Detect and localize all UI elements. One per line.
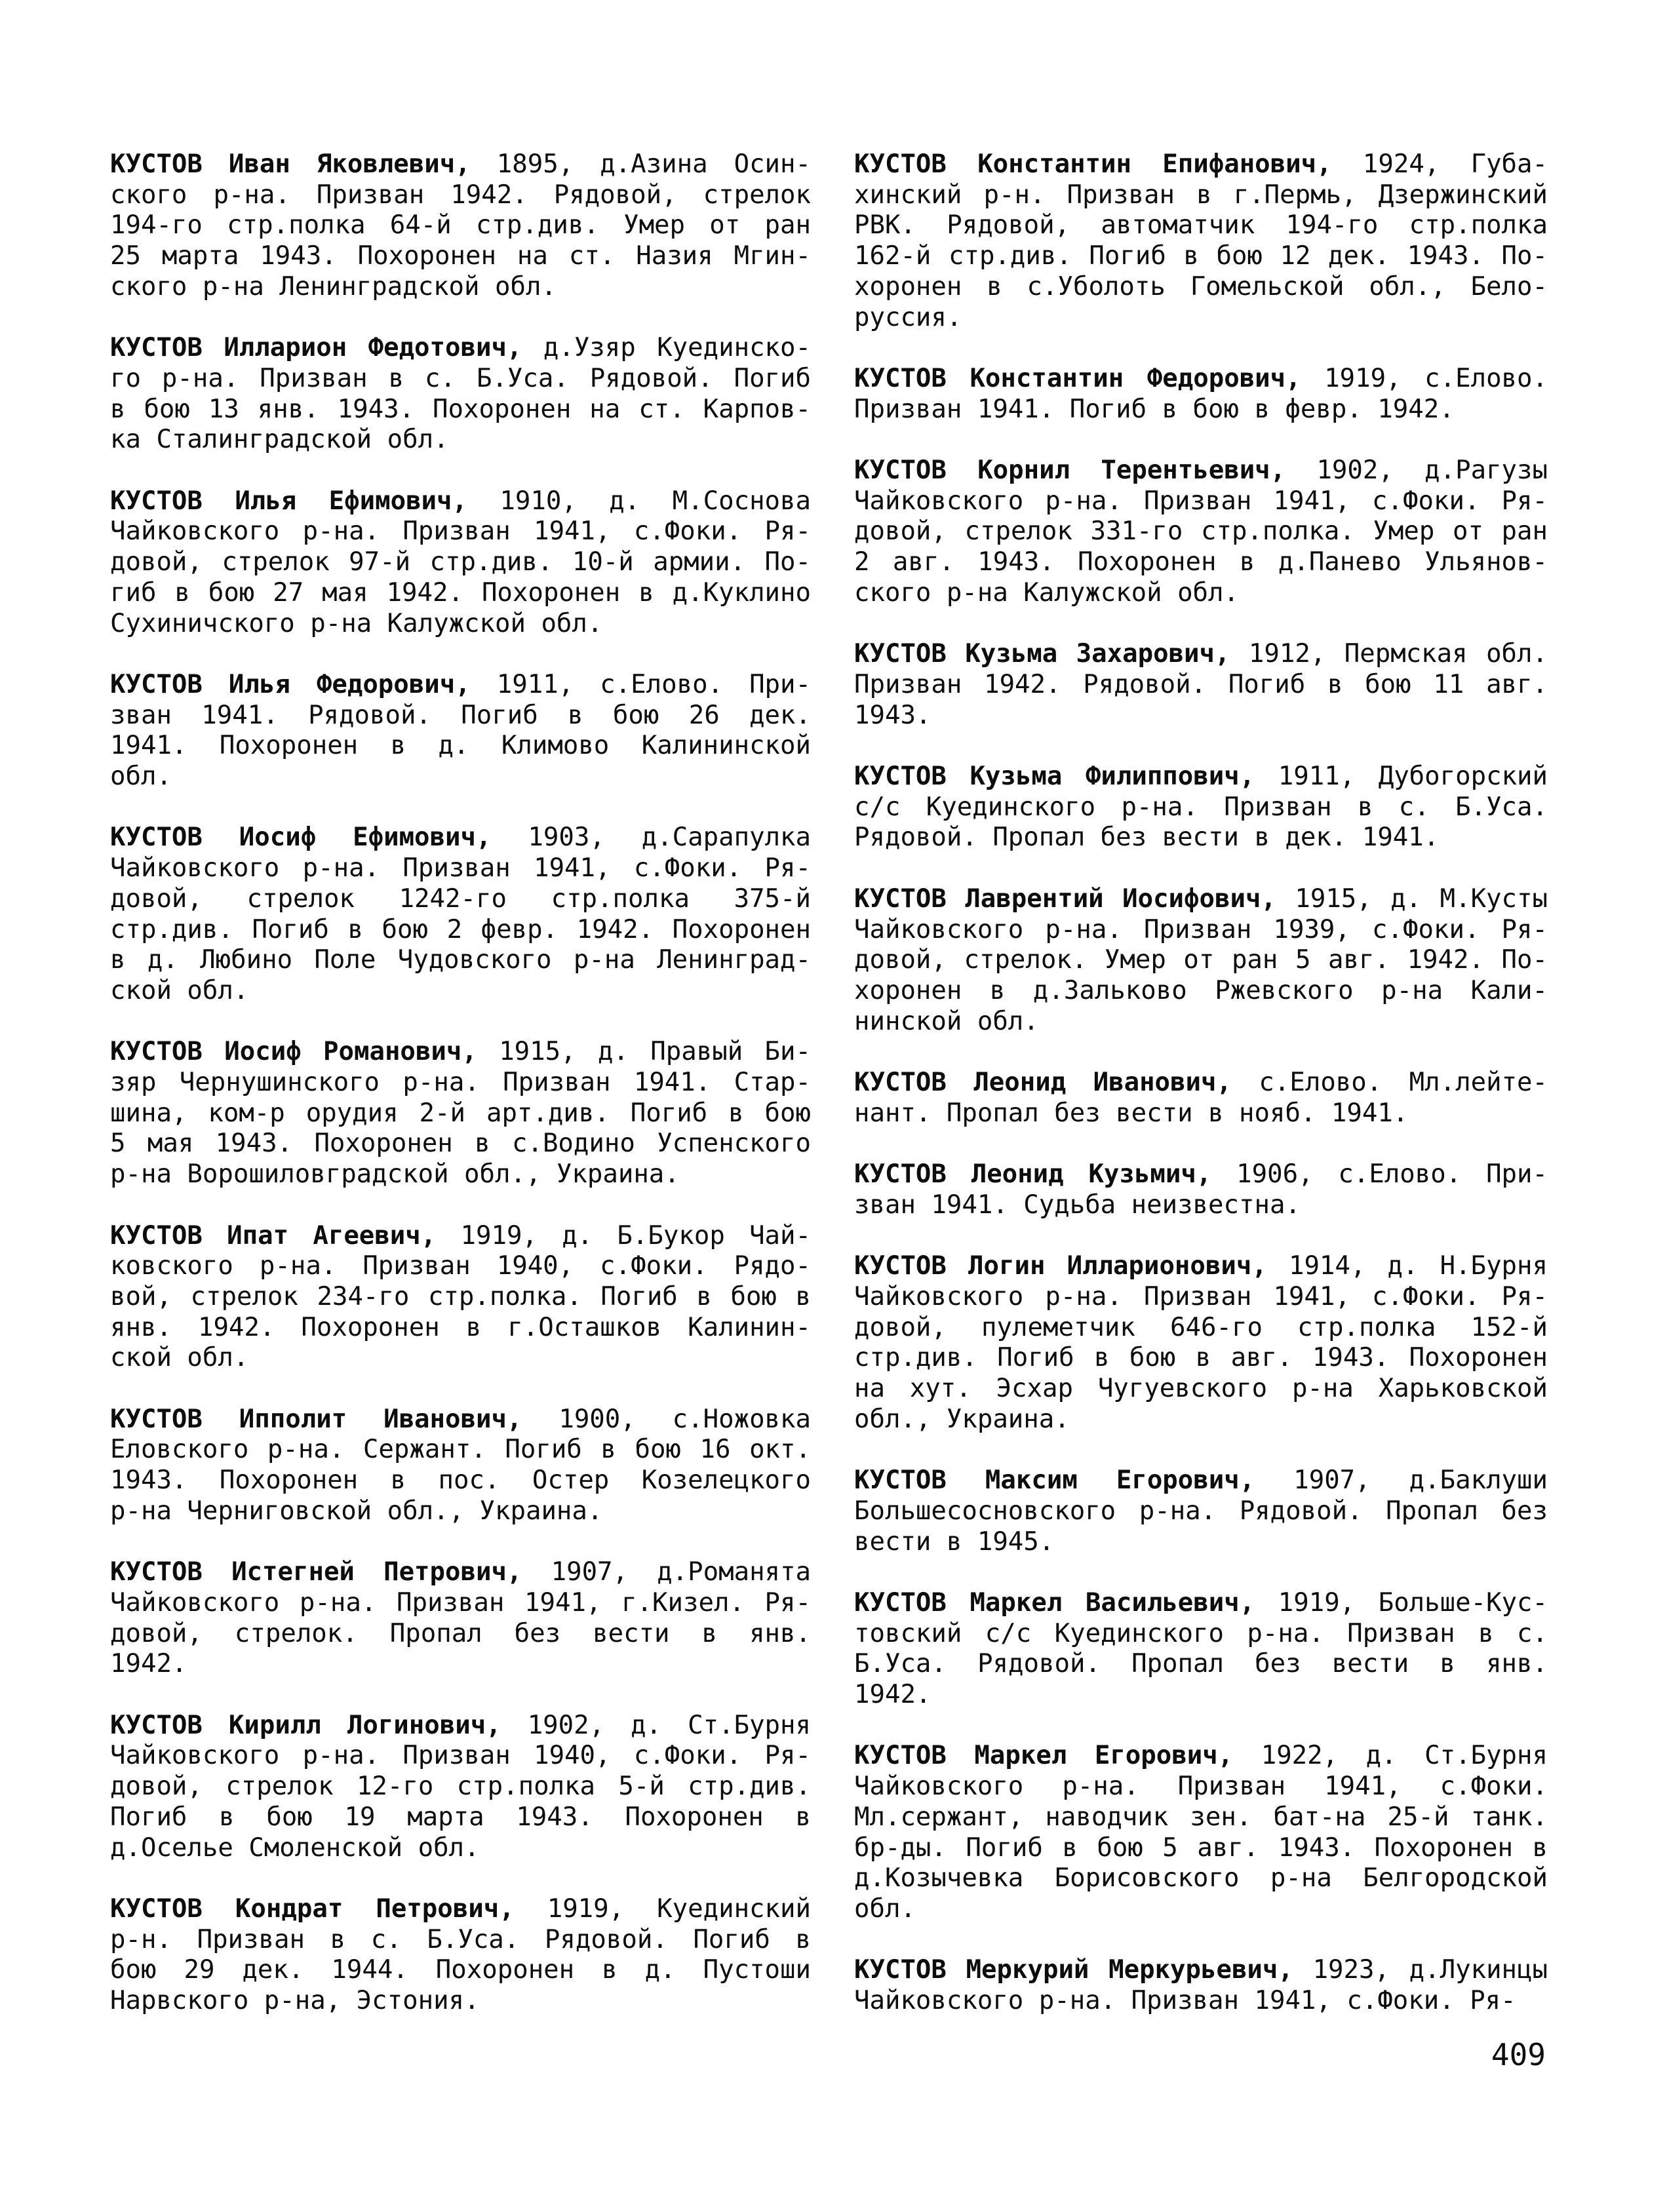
entry-line: Чайковского р-на. Призван 1941, г.Кизел. Ря- <box>110 1587 811 1618</box>
entry-line: ского р-на Ленинградской обл. <box>110 271 557 301</box>
entry-line: зван 1941. Судьба неизвестна. <box>854 1190 1301 1220</box>
entry-line: с/с Куединского р-на. Призван в с. Б.Уса. <box>854 792 1548 822</box>
entry-name: КУСТОВ Иван Яковлевич, <box>110 149 471 179</box>
entry-line: КУСТОВ Иосиф Романович, 1915, д. Правый Би- <box>110 1037 811 1067</box>
entry-line: вой, стрелок 234-го стр.полка. Погиб в бою в <box>110 1281 811 1311</box>
entry-line: гиб в бою 27 мая 1942. Похоронен в д.Куклино <box>110 577 811 608</box>
entry-line: КУСТОВ Истегней Петрович, 1907, д.Романята <box>110 1557 811 1587</box>
entry <box>110 1405 811 1527</box>
entry <box>110 486 811 640</box>
entry-name: КУСТОВ Корнил Терентьевич, <box>854 456 1286 485</box>
entry-line: Б.Уса. Рядовой. Пропал без вести в янв. <box>854 1649 1548 1679</box>
entry <box>854 1068 1548 1129</box>
entry-line: 2 авг. 1943. Похоронен в д.Панево Ульянов- <box>854 547 1548 577</box>
entry-line: ского р-на. Призван 1942. Рядовой, стрелок <box>110 180 811 210</box>
entry-line: ковского р-на. Призван 1940, с.Фоки. Рядо- <box>110 1251 811 1281</box>
entry-line: 162-й стр.див. Погиб в бою 12 дек. 1943. По- <box>854 241 1548 271</box>
entry-line: 1941. Похоронен в д. Климово Калининской <box>110 731 811 761</box>
entry-line: КУСТОВ Маркел Егорович, 1922, д. Ст.Бурня <box>854 1741 1548 1771</box>
entry-line: КУСТОВ Иван Яковлевич, 1895, д.Азина Осин- <box>110 149 811 179</box>
entry-line: янв. 1942. Похоронен в г.Осташков Калинин- <box>110 1312 811 1342</box>
entry <box>854 1741 1548 1924</box>
entry-line: 194-го стр.полка 64-й стр.див. Умер от ран <box>110 210 811 241</box>
entry <box>854 1955 1548 2016</box>
entry-line: обл., Украина. <box>854 1404 1070 1434</box>
entry-line: КУСТОВ Ипат Агеевич, 1919, д. Б.Букор Чай- <box>110 1220 811 1251</box>
entry-line: Чайковского р-на. Призван 1941, с.Фоки. <box>854 1772 1548 1802</box>
entry-name: КУСТОВ Максим Егорович, <box>854 1465 1255 1496</box>
entry-line: КУСТОВ Леонид Иванович, с.Елово. Мл.лейте- <box>854 1068 1548 1097</box>
entry-line: КУСТОВ Кондрат Петрович, 1919, Куединский <box>110 1893 811 1924</box>
entry <box>110 823 811 1006</box>
entry-name: КУСТОВ Ипполит Иванович, <box>110 1404 522 1434</box>
entry-name: КУСТОВ Маркел Васильевич, <box>854 1587 1255 1618</box>
entry-line: довой, стрелок. Умер от ран 5 авг. 1942. По- <box>854 945 1548 975</box>
entry <box>110 149 811 303</box>
entry-line: Мл.сержант, наводчик зен. бат-на 25-й танк. <box>854 1802 1548 1832</box>
entry-line: КУСТОВ Кузьма Захарович, 1912, Пермская обл. <box>854 639 1548 669</box>
entry-line: хоронен в д.Зальково Ржевского р-на Кали- <box>854 975 1548 1005</box>
entry <box>110 1221 811 1374</box>
entry-line: хоронен в с.Уболоть Гомельской обл., Бело- <box>854 271 1548 301</box>
entry-line: Рядовой. Пропал без вести в дек. 1941. <box>854 823 1440 853</box>
entry-line: довой, стрелок 12-го стр.полка 5-й стр.див. <box>110 1772 811 1802</box>
entry-line: го р-на. Призван в с. Б.Уса. Рядовой. Погиб <box>110 363 811 393</box>
entry-line: КУСТОВ Максим Егорович, 1907, д.Баклуши <box>854 1465 1548 1496</box>
entry <box>110 1037 811 1190</box>
entry-line: Чайковского р-на. Призван 1941, с.Фоки. Ря- <box>854 486 1548 516</box>
entry-name: КУСТОВ Константин Епифанович, <box>854 149 1332 179</box>
entry-line: КУСТОВ Константин Епифанович, 1924, Губа- <box>854 149 1548 179</box>
entry <box>854 456 1548 609</box>
entry-name: КУСТОВ Константин Федорович, <box>854 363 1301 393</box>
entry-name: КУСТОВ Илья Ефимович, <box>110 486 467 516</box>
entry <box>110 670 811 792</box>
entry-line: Чайковского р-на. Призван 1941, с.Фоки. Ря- <box>110 516 811 547</box>
entry-line: КУСТОВ Илья Федорович, 1911, с.Елово. При- <box>110 669 811 699</box>
entry-name: КУСТОВ Ипат Агеевич, <box>110 1220 437 1251</box>
entry-line: довой, стрелок 97-й стр.див. 10-й армии. По- <box>110 547 811 577</box>
entry-line: КУСТОВ Кузьма Филиппович, 1911, Дубогорский <box>854 762 1548 791</box>
entry-name: КУСТОВ Илья Федорович, <box>110 669 471 699</box>
entry-line: довой, стрелок. Пропал без вести в янв. <box>110 1618 811 1648</box>
entry-name: КУСТОВ Кузьма Захарович, <box>854 639 1230 669</box>
entry-name: КУСТОВ Кузьма Филиппович, <box>854 762 1255 791</box>
entry-line: Погиб в бою 19 марта 1943. Похоронен в <box>110 1802 811 1832</box>
entry-line: Чайковского р-на. Призван 1941, с.Фоки. Ря- <box>854 1986 1516 2015</box>
entry-line: Призван 1941. Погиб в бою в февр. 1942. <box>854 394 1455 424</box>
entry-name: КУСТОВ Лаврентий Иосифович, <box>854 883 1276 914</box>
entry-line: зяр Чернушинского р-на. Призван 1941. Стар- <box>110 1068 811 1098</box>
entry-line: КУСТОВ Лаврентий Иосифович, 1915, д. М.Кусты <box>854 883 1548 914</box>
entry-line: КУСТОВ Илларион Федотович, д.Узяр Куединско- <box>110 333 811 363</box>
entry-line: ского р-на Калужской обл. <box>854 577 1239 608</box>
entry-line: ской обл. <box>110 975 249 1005</box>
entry <box>854 1588 1548 1711</box>
left-column <box>110 149 811 2047</box>
entry-line: обл. <box>854 1893 916 1924</box>
entry-line: на хут. Эсхар Чугуевского р-на Харьковской <box>854 1374 1548 1403</box>
entry-name: КУСТОВ Леонид Кузьмич, <box>854 1159 1212 1190</box>
entry-line: бр-ды. Погиб в бою 5 авг. 1943. Похоронен в <box>854 1833 1548 1863</box>
entry-name: КУСТОВ Леонид Иванович, <box>854 1068 1232 1097</box>
page-number: 409 <box>1491 2037 1546 2072</box>
entry-name: КУСТОВ Логин Илларионович, <box>854 1251 1267 1281</box>
entry-line: шина, ком-р орудия 2-й арт.див. Погиб в бою <box>110 1098 811 1128</box>
entry-line: Чайковского р-на. Призван 1941, с.Фоки. Ря- <box>854 1281 1548 1311</box>
entry-line: вести в 1945. <box>854 1526 1055 1557</box>
entry-line: КУСТОВ Меркурий Меркурьевич, 1923, д.Лукинцы <box>854 1955 1548 1985</box>
entry-line: КУСТОВ Корнил Терентьевич, 1902, д.Рагузы <box>854 456 1548 485</box>
entry-line: Чайковского р-на. Призван 1939, с.Фоки. Ря- <box>854 914 1548 944</box>
entry-line: обл. <box>110 762 172 792</box>
entry-line: 1942. <box>854 1680 932 1709</box>
entry-line: бою 29 дек. 1944. Похоронен в д. Пустоши <box>110 1955 811 1985</box>
entry-line: Чайковского р-на. Призван 1941, с.Фоки. Ря- <box>110 853 811 883</box>
entry-line: КУСТОВ Леонид Кузьмич, 1906, с.Елово. При- <box>854 1159 1548 1190</box>
entry-line: стр.див. Погиб в бою в авг. 1943. Похоронен <box>854 1343 1548 1373</box>
entry-name: КУСТОВ Илларион Федотович, <box>110 333 522 363</box>
entry-line: Нарвского р-на, Эстония. <box>110 1986 480 2016</box>
entry-line: д.Козычевка Борисовского р-на Белгородской <box>854 1863 1548 1893</box>
entry-line: Призван 1942. Рядовой. Погиб в бою 11 авг. <box>854 669 1548 699</box>
entry-name: КУСТОВ Истегней Петрович, <box>110 1557 522 1587</box>
entry-name: КУСТОВ Маркел Егорович, <box>854 1741 1234 1771</box>
entry-line: КУСТОВ Иосиф Ефимович, 1903, д.Сарапулка <box>110 823 812 853</box>
entry-name: КУСТОВ Меркурий Меркурьевич, <box>854 1955 1293 1985</box>
entry-line: р-на Черниговской обл., Украина. <box>110 1496 603 1526</box>
entry <box>854 639 1548 731</box>
entry-line: 1943. Похоронен в пос. Остер Козелецкого <box>110 1465 811 1496</box>
entry <box>110 1557 811 1680</box>
entry-name: КУСТОВ Кирилл Логинович, <box>110 1710 501 1740</box>
entry <box>854 1159 1548 1220</box>
entry <box>854 364 1548 425</box>
entry-line: РВК. Рядовой, автоматчик 194-го стр.полка <box>854 210 1548 241</box>
entry-line: в д. Любино Поле Чудовского р-на Ленинград- <box>110 945 811 975</box>
entry-line: в бою 13 янв. 1943. Похоронен на ст. Карпов- <box>110 394 811 424</box>
entry-line: КУСТОВ Константин Федорович, 1919, с.Елово. <box>854 363 1548 393</box>
entry-line: ской обл. <box>110 1343 249 1373</box>
entry <box>110 333 811 456</box>
entry-line: 1943. <box>854 700 932 730</box>
entry-line: товский с/с Куединского р-на. Призван в с. <box>854 1618 1548 1648</box>
entry-name: КУСТОВ Иосиф Романович, <box>110 1037 477 1067</box>
right-column <box>854 149 1548 2047</box>
entry-line: Еловского р-на. Сержант. Погиб в бою 16 окт. <box>110 1435 811 1465</box>
entry <box>854 884 1548 1038</box>
entry-name: КУСТОВ Кондрат Петрович, <box>110 1893 515 1924</box>
entry-line: КУСТОВ Логин Илларионович, 1914, д. Н.Бурня <box>854 1251 1548 1281</box>
entry-name: КУСТОВ Иосиф Ефимович, <box>110 823 492 853</box>
entry-line: р-н. Призван в с. Б.Уса. Рядовой. Погиб в <box>110 1924 811 1954</box>
entry-line: 25 марта 1943. Похоронен на ст. Назия Мгин- <box>110 241 811 271</box>
entry-line: нант. Пропал без вести в нояб. 1941. <box>854 1098 1409 1128</box>
entry-line: р-на Ворошиловградской обл., Украина. <box>110 1159 680 1190</box>
entry-line: нинской обл. <box>854 1006 1039 1036</box>
entry-line: Чайковского р-на. Призван 1940, с.Фоки. Ря- <box>110 1741 811 1771</box>
entry-line: Сухиничского р-на Калужской обл. <box>110 608 603 638</box>
entry-line: 5 мая 1943. Похоронен в с.Водино Успенского <box>110 1129 811 1159</box>
entry-line: зван 1941. Рядовой. Погиб в бою 26 дек. <box>110 700 811 730</box>
entry-line: 1942. <box>110 1649 187 1679</box>
entry <box>854 1465 1548 1557</box>
entry-line: ка Сталинградской обл. <box>110 425 449 455</box>
entry-line: КУСТОВ Маркел Васильевич, 1919, Больше-Кус- <box>854 1587 1548 1618</box>
entry-line: довой, пулеметчик 646-го стр.полка 152-й <box>854 1312 1548 1342</box>
entry-line: довой, стрелок 331-го стр.полка. Умер от ран <box>854 516 1548 547</box>
entry <box>110 1711 811 1864</box>
entry-line: д.Оселье Смоленской обл. <box>110 1833 480 1863</box>
entry-line: КУСТОВ Илья Ефимович, 1910, д. М.Соснова <box>110 486 811 516</box>
entry-line: Большесосновского р-на. Рядовой. Пропал без <box>854 1496 1548 1526</box>
entry <box>854 1251 1548 1435</box>
entry-line: стр.див. Погиб в бою 2 февр. 1942. Похоронен <box>110 914 811 944</box>
entry-line: хинский р-н. Призван в г.Пермь, Дзержинский <box>854 180 1548 210</box>
entry <box>854 149 1548 333</box>
entry-line: руссия. <box>854 302 962 332</box>
entry-line: довой, стрелок 1242-го стр.полка 375-й <box>110 883 811 914</box>
entry-line: КУСТОВ Кирилл Логинович, 1902, д. Ст.Бурня <box>110 1710 811 1740</box>
entry <box>110 1894 811 2017</box>
entry-line: КУСТОВ Ипполит Иванович, 1900, с.Ножовка <box>110 1404 811 1434</box>
entry <box>854 762 1548 853</box>
